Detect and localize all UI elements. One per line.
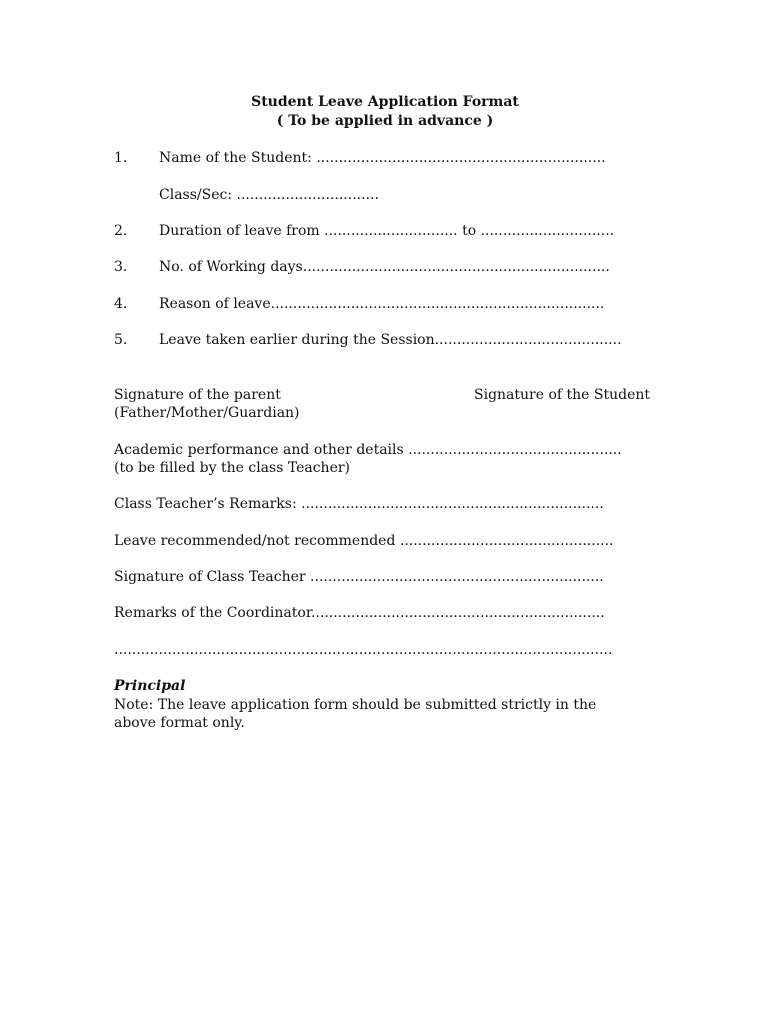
field-number: 4. xyxy=(114,296,128,312)
class-teacher-signature-field: Signature of Class Teacher .................................................................. xyxy=(114,569,604,585)
leave-recommended-field: Leave recommended/not recommended ................................................ xyxy=(114,533,614,549)
student-signature-label: Signature of the Student xyxy=(474,387,651,403)
blank-dotted-line: ................................................................................................................ xyxy=(114,642,613,658)
field-earlier-leave: Leave taken earlier during the Session.......................................... xyxy=(159,332,622,348)
field-number: 2. xyxy=(114,223,128,239)
note-line-2: above format only. xyxy=(114,715,245,731)
page-subtitle: ( To be applied in advance ) xyxy=(276,113,494,129)
field-leave-duration: Duration of leave from .............................. to .............................. xyxy=(159,223,615,239)
class-teacher-remarks-field: Class Teacher’s Remarks: .................................................................... xyxy=(114,496,604,512)
academic-performance-field: Academic performance and other details ................................................ xyxy=(114,442,622,458)
parent-signature-label: Signature of the parent xyxy=(114,387,281,403)
note-line-1: Note: The leave application form should be submitted strictly in the xyxy=(114,697,597,713)
field-number: 5. xyxy=(114,332,128,348)
parent-signature-sublabel: (Father/Mother/Guardian) xyxy=(114,405,300,421)
field-student-name: Name of the Student: ................................................................. xyxy=(159,150,606,166)
principal-label: Principal xyxy=(114,678,186,694)
coordinator-remarks-field: Remarks of the Coordinator.................................................................. xyxy=(114,605,605,621)
field-number: 3. xyxy=(114,259,128,275)
field-number: 1. xyxy=(114,150,128,166)
field-class-sec: Class/Sec: ................................ xyxy=(159,187,379,203)
academic-performance-note: (to be filled by the class Teacher) xyxy=(114,460,351,476)
field-working-days: No. of Working days..................................................................... xyxy=(159,259,610,275)
field-reason: Reason of leave........................................................................... xyxy=(159,296,605,312)
page-title: Student Leave Application Format xyxy=(251,94,519,110)
